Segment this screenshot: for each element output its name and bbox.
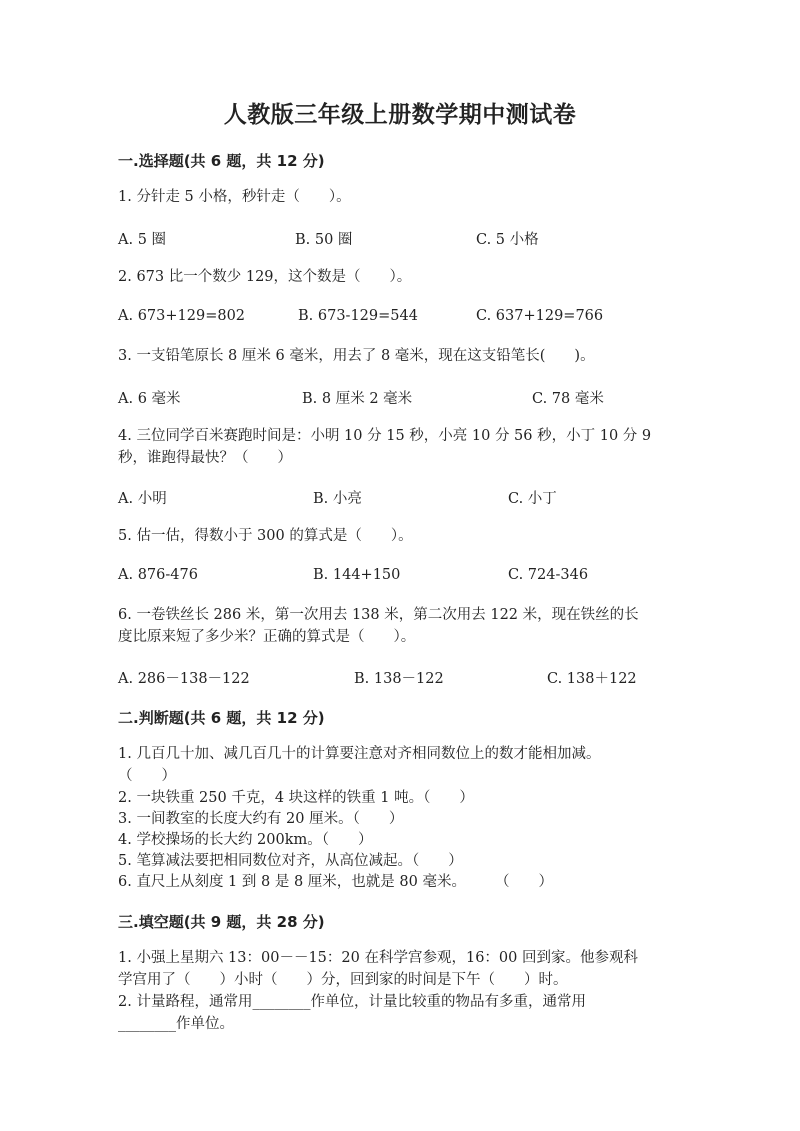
question-text-line1: 6. 一卷铁丝长 286 米，第一次用去 138 米，第二次用去 122 米，现在铁丝的长 [118,607,639,623]
judgement-item: 3. 一间教室的长度大约有 20 厘米。（ ） [118,811,404,827]
judgement-item: 5. 笔算减法要把相同数位对齐，从高位减起。（ ） [118,853,463,869]
judgement-item: 6. 直尺上从刻度 1 到 8 是 8 厘米，也就是 80 毫米。 （ ） [118,874,553,890]
question-text: 5. 估一估，得数小于 300 的算式是（ ）。 [118,528,413,544]
option-c: C. 637+129=766 [476,308,604,324]
fill-in-item: 1. 小强上星期六 13：00－－15：20 在科学宫参观，16：00 回到家。他参观科 [118,950,638,966]
option-a: A. 小明 [118,491,167,507]
question-text: 2. 673 比一个数少 129，这个数是（ ）。 [118,269,412,285]
fill-in-item: 2. 计量路程，通常用________作单位，计量比较重的物品有多重，通常用 [118,994,586,1010]
question-text-line2: 度比原来短了多少米？正确的算式是（ ）。 [118,629,416,645]
option-b: B. 673-129=544 [298,308,418,324]
option-c: C. 724-346 [508,567,589,583]
question-text: 1. 分针走 5 小格，秒针走（ ）。 [118,189,351,205]
page-title: 人教版三年级上册数学期中测试卷 [223,101,577,128]
option-b: B. 小亮 [313,491,362,507]
option-c: C. 小丁 [508,491,557,507]
question-text: 3. 一支铅笔原长 8 厘米 6 毫米，用去了 8 毫米，现在这支铅笔长( )。 [118,348,595,364]
question-text-line1: 4. 三位同学百米赛跑时间是：小明 10 分 15 秒，小亮 10 分 56 秒，小丁 10 分 9 [118,428,652,444]
fill-in-item: 学宫用了（ ）小时（ ）分，回到家的时间是下午（ ）时。 [118,972,568,988]
option-b: B. 50 圈 [295,232,353,248]
option-a: A. 673+129=802 [118,308,246,324]
question-text-line2: 秒，谁跑得最快？（ ） [118,450,292,466]
judgement-item: 1. 几百几十加、减几百几十的计算要注意对齐相同数位上的数才能相加减。 [118,746,601,762]
judgement-item: 4. 学校操场的长大约 200km。（ ） [118,832,373,848]
option-c: C. 138＋122 [547,671,637,687]
section-heading-choice: 一.选择题(共 6 题，共 12 分) [118,152,325,170]
option-c: C. 78 毫米 [532,391,604,407]
option-a: A. 5 圈 [118,232,167,248]
fill-in-item: ________作单位。 [118,1016,234,1032]
option-b: B. 144+150 [313,567,401,583]
section-heading-fill-in: 三.填空题(共 9 题，共 28 分) [118,913,325,931]
section-heading-judgement: 二.判断题(共 6 题，共 12 分) [118,709,325,727]
judgement-item: 2. 一块铁重 250 千克，4 块这样的铁重 1 吨。（ ） [118,790,474,806]
option-b: B. 8 厘米 2 毫米 [302,391,413,407]
option-a: A. 286－138－122 [118,671,250,687]
option-b: B. 138－122 [354,671,444,687]
option-a: A. 6 毫米 [118,391,181,407]
option-c: C. 5 小格 [476,232,539,248]
option-a: A. 876-476 [118,567,198,583]
judgement-item: （ ） [118,768,176,784]
